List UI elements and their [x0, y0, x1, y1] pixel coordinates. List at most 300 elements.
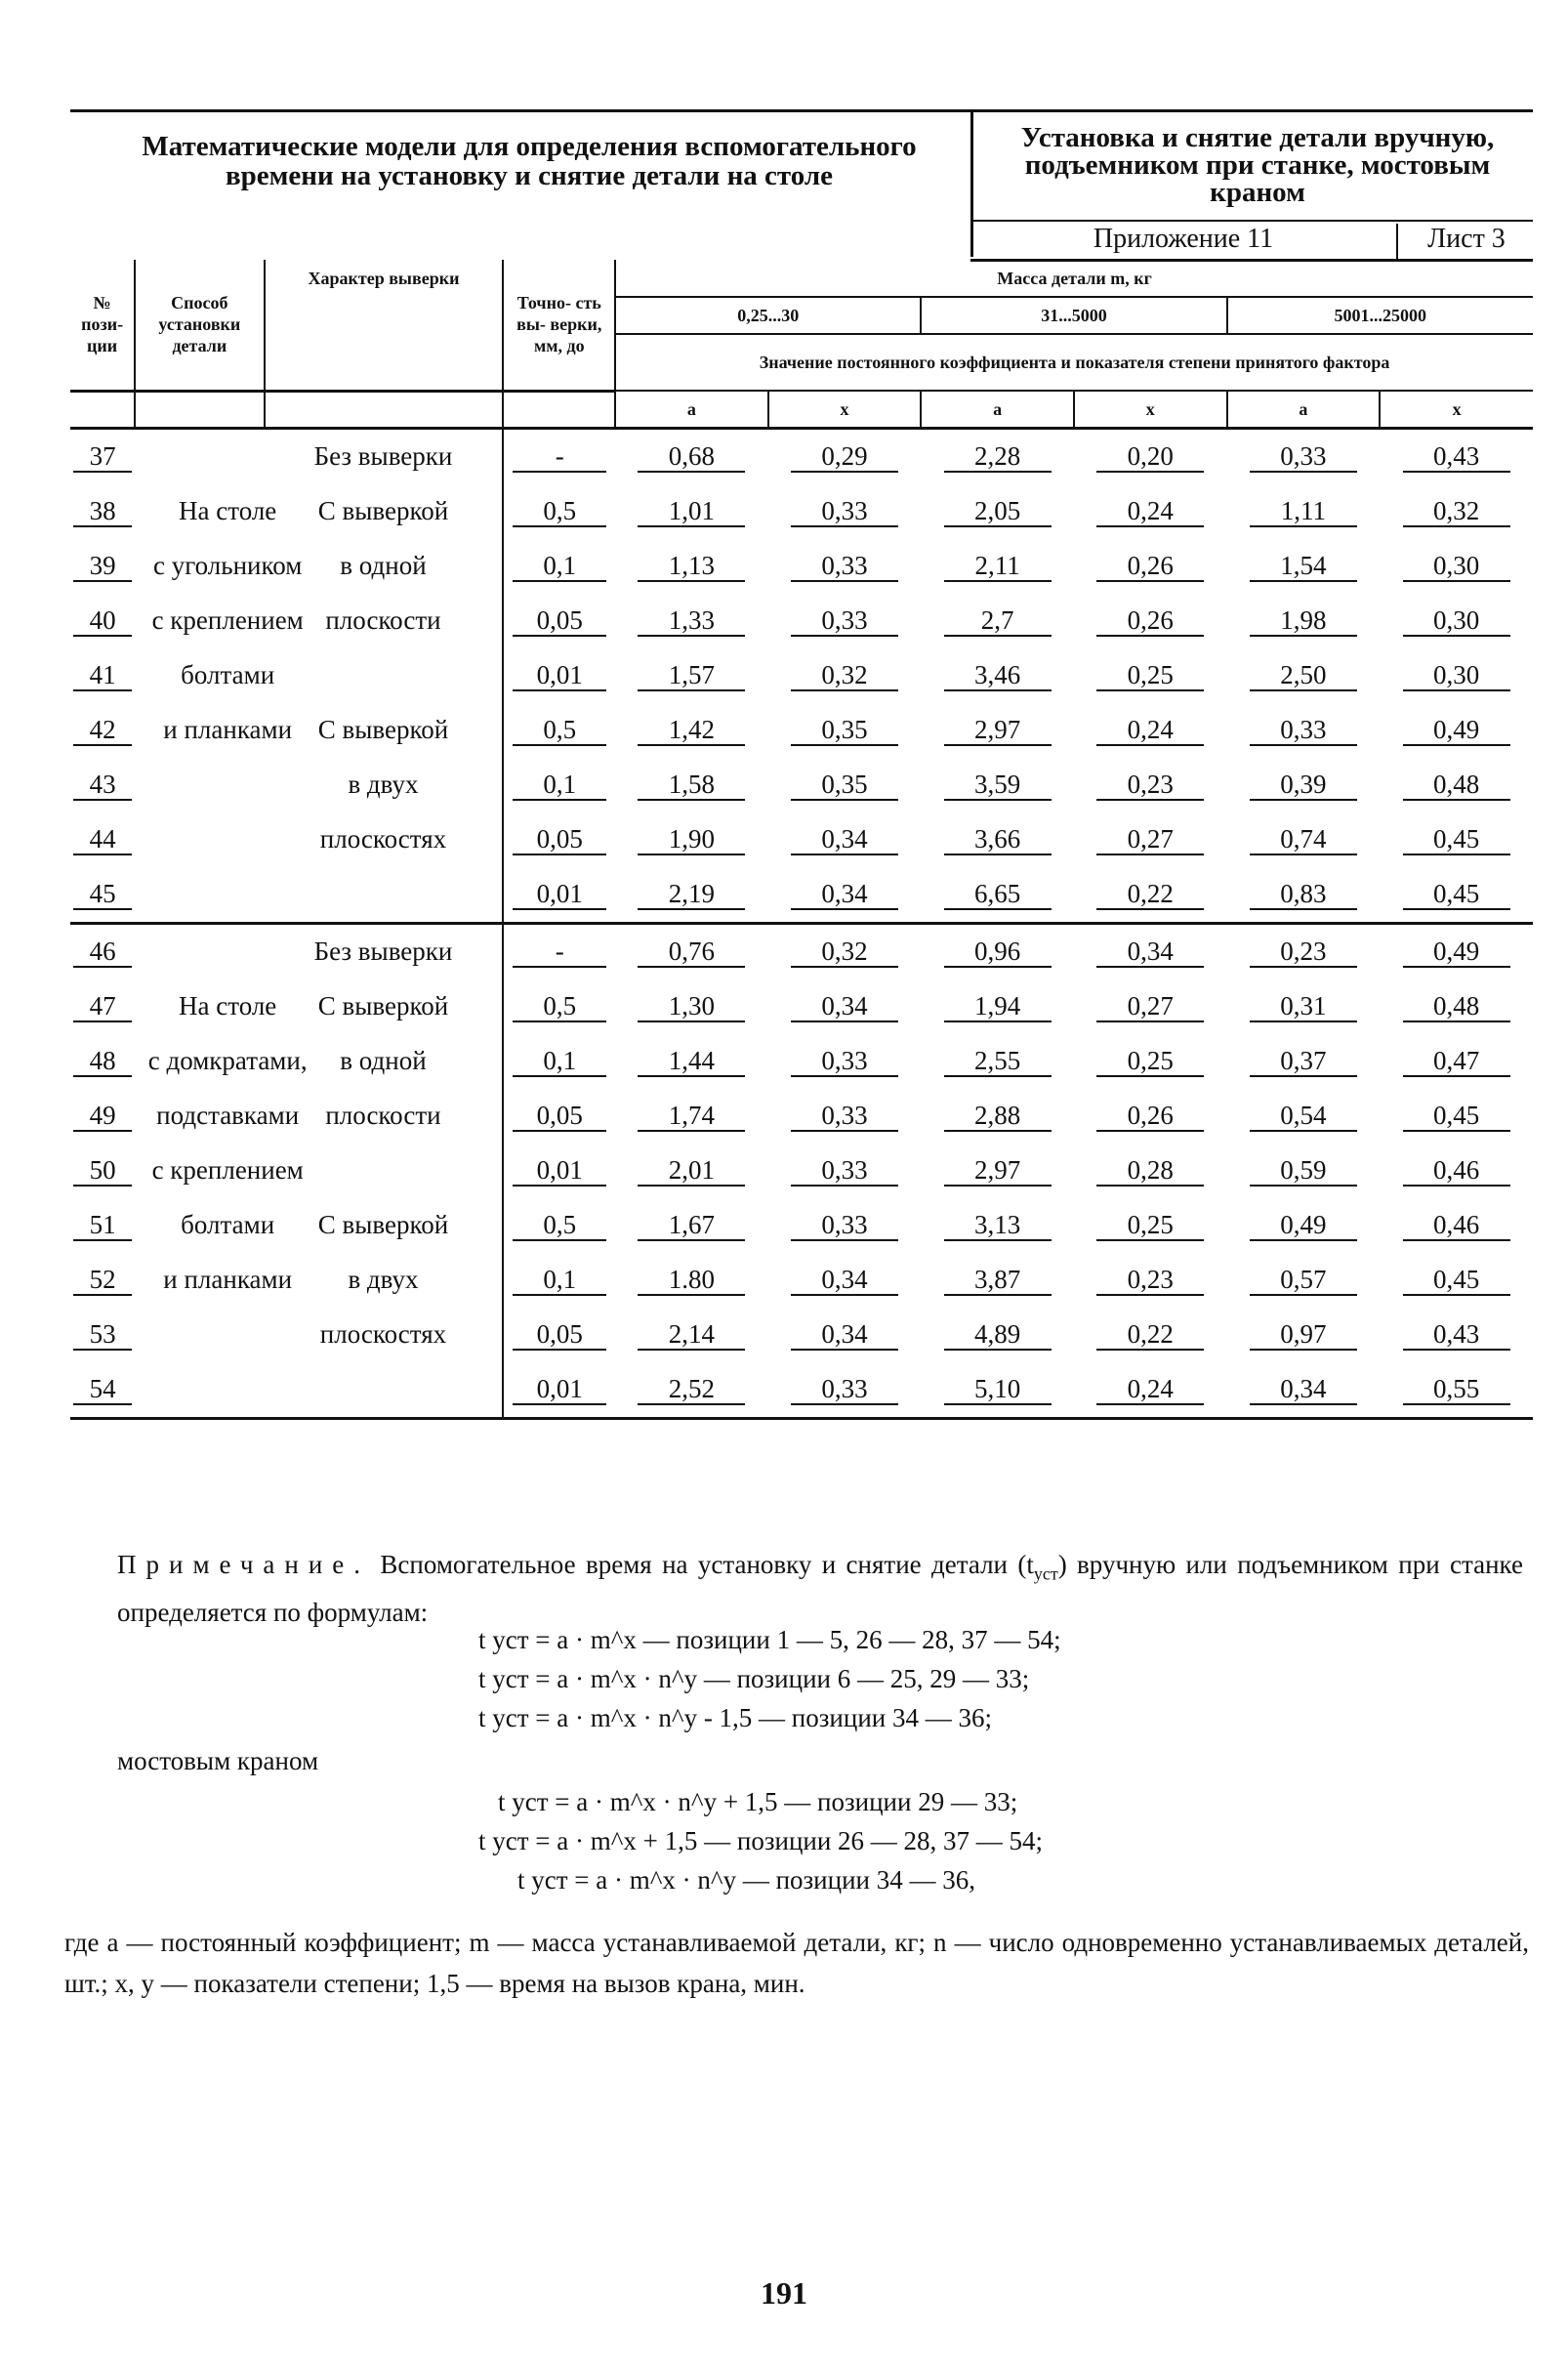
crane-formula-3: t уст = a · m^x · n^y — позиции 34 — 36,: [517, 1865, 975, 1895]
row-value: [921, 703, 1074, 758]
sub-a-2: a: [921, 391, 1074, 428]
row-value-text: 0,34: [1096, 937, 1204, 968]
row-value-text: 1,54: [1250, 551, 1357, 582]
row-alignment: [265, 428, 504, 484]
formula-3: t уст = a · m^x · n^y - 1,5 — позиции 34 — 36;: [478, 1703, 992, 1732]
row-value: [1074, 867, 1227, 924]
row-method: [135, 428, 264, 484]
row-value: [1074, 1308, 1227, 1362]
row-value: [1380, 703, 1533, 758]
row-value: [615, 867, 768, 924]
row-pos-text: 43: [73, 770, 132, 801]
row-value-text: 0,33: [791, 1210, 898, 1241]
col-pos-header: № пози- ции: [70, 260, 135, 391]
row-value-text: 0,55: [1403, 1374, 1510, 1405]
row-value: [1227, 428, 1381, 484]
row-accuracy-text: 0,1: [513, 1265, 606, 1296]
row-value-text: 0,34: [791, 824, 898, 855]
row-accuracy: [503, 428, 615, 484]
row-value-text: 0,54: [1250, 1101, 1357, 1132]
row-pos: [70, 1198, 135, 1253]
row-value: [1227, 484, 1381, 539]
row-value-text: 0,30: [1403, 605, 1510, 637]
sub-a-3: a: [1227, 391, 1381, 428]
row-accuracy: [503, 1253, 615, 1308]
row-pos: [70, 1362, 135, 1419]
row-value: [768, 648, 922, 703]
row-value: [1227, 923, 1381, 979]
row-accuracy: [503, 812, 615, 867]
row-value-text: 0,26: [1096, 551, 1204, 582]
row-value: [615, 979, 768, 1034]
table-row: [70, 484, 1533, 539]
row-value-text: 1,01: [638, 496, 745, 527]
row-value-text: 2,11: [944, 551, 1052, 582]
row-value-text: 0,45: [1403, 824, 1510, 855]
row-method: [135, 648, 275, 703]
row-value-text: 0,25: [1096, 1046, 1204, 1077]
row-alignment-text: в одной: [340, 551, 427, 580]
row-value: [1380, 923, 1533, 979]
row-value: [615, 539, 768, 594]
row-value: [768, 1198, 922, 1253]
row-value: [615, 428, 768, 484]
row-value-text: 0,68: [638, 441, 745, 473]
row-pos: [70, 1253, 135, 1308]
row-value-text: 0,33: [791, 605, 898, 637]
mass-header: Масса детали m, кг: [615, 260, 1533, 297]
row-pos-text: 45: [73, 879, 132, 910]
row-pos: [70, 923, 135, 979]
row-value-text: 0,59: [1250, 1155, 1357, 1187]
row-value-text: 0,33: [791, 1101, 898, 1132]
row-value: [1227, 648, 1381, 703]
row-value-text: 1,98: [1250, 605, 1357, 637]
row-value-text: 0,33: [791, 551, 898, 582]
row-value: [1380, 758, 1533, 812]
row-value: [1380, 812, 1533, 867]
row-value-text: 1,44: [638, 1046, 745, 1077]
row-pos: [70, 484, 135, 539]
row-method-text: и планками: [163, 1264, 293, 1294]
row-value: [615, 1308, 768, 1362]
row-method-text: с креплением: [151, 604, 304, 635]
row-value-text: 0,28: [1096, 1155, 1204, 1187]
row-value-text: 2,97: [944, 715, 1052, 746]
row-accuracy: [503, 1089, 615, 1144]
row-pos: [70, 1144, 135, 1198]
crane-formula-2: t уст = a · m^x + 1,5 — позиции 26 — 28, 37 — 54;: [478, 1826, 1044, 1855]
row-value-text: 5,10: [944, 1374, 1052, 1405]
row-accuracy-text: 0,05: [513, 1319, 606, 1351]
row-value-text: 2,50: [1250, 660, 1357, 691]
row-value: [1227, 1144, 1381, 1198]
row-value: [615, 594, 768, 648]
row-value: [921, 758, 1074, 812]
row-pos-text: 42: [73, 715, 132, 746]
header-left-title: Математические модели для определения вспомогательного времени на установку и снятие детали на столе: [142, 131, 917, 191]
row-accuracy-text: 0,5: [513, 1210, 606, 1241]
note-label: Примечание.: [117, 1550, 371, 1579]
row-value-text: 3,59: [944, 770, 1052, 801]
row-value-text: 4,89: [944, 1319, 1052, 1351]
row-alignment-text: Без выверки: [313, 937, 453, 966]
table-row: [70, 1034, 1533, 1089]
row-alignment: [265, 867, 504, 924]
row-value-text: 1,11: [1250, 496, 1357, 527]
row-alignment-text: С выверкой: [317, 991, 449, 1020]
row-value: [921, 484, 1074, 539]
row-value-text: 0,34: [791, 1319, 898, 1351]
row-value: [768, 594, 922, 648]
row-value: [615, 812, 768, 867]
row-pos-text: 52: [73, 1265, 132, 1296]
row-value-text: 0,37: [1250, 1046, 1357, 1077]
row-accuracy: [503, 867, 615, 924]
row-value-text: 2,05: [944, 496, 1052, 527]
row-accuracy: [503, 539, 615, 594]
row-value-text: 0,33: [1250, 715, 1357, 746]
row-value-text: 0,43: [1403, 441, 1510, 473]
row-alignment: [265, 1362, 504, 1419]
row-value: [1227, 1362, 1381, 1419]
note-text: Вспомогательное время на установку и снятие детали (t: [380, 1550, 1034, 1579]
row-accuracy-text: 0,01: [513, 660, 606, 691]
row-method: [135, 703, 293, 758]
row-value-text: 0,26: [1096, 605, 1204, 637]
row-value-text: 2,14: [638, 1319, 745, 1351]
row-pos-text: 41: [73, 660, 132, 691]
row-value: [1380, 1198, 1533, 1253]
row-value: [768, 1144, 922, 1198]
row-value: [921, 1034, 1074, 1089]
sub-acc-blank: [503, 391, 615, 428]
row-accuracy-text: 0,5: [513, 715, 606, 746]
row-alignment-text: С выверкой: [317, 496, 449, 525]
row-value: [921, 1253, 1074, 1308]
row-alignment: [265, 812, 504, 867]
row-value-text: 0,32: [1403, 496, 1510, 527]
row-method: [135, 1089, 300, 1144]
col-alignment-header: Характер выверки: [265, 260, 504, 391]
row-value-text: 0,24: [1096, 1374, 1204, 1405]
row-value-text: 0,33: [791, 1046, 898, 1077]
row-value: [768, 1089, 922, 1144]
row-accuracy-text: 0,5: [513, 496, 606, 527]
row-value-text: 0,31: [1250, 991, 1357, 1022]
row-pos-text: 38: [73, 496, 132, 527]
sub-x-3: x: [1380, 391, 1533, 428]
row-alignment-text: плоскости: [325, 1101, 441, 1130]
header-left: [70, 112, 973, 257]
row-value-text: 0,22: [1096, 879, 1204, 910]
row-pos: [70, 812, 135, 867]
row-value-text: 3,13: [944, 1210, 1052, 1241]
row-pos: [70, 758, 135, 812]
formula-1: t уст = a · m^x — позиции 1 — 5, 26 — 28, 37 — 54;: [478, 1625, 1061, 1654]
row-value-text: 1.80: [638, 1265, 745, 1296]
table-row: [70, 648, 1533, 703]
row-accuracy-text: 0,01: [513, 1374, 606, 1405]
row-alignment-text: в двух: [348, 770, 419, 799]
row-value-text: 0,49: [1403, 715, 1510, 746]
row-value-text: 0,29: [791, 441, 898, 473]
row-accuracy-text: 0,05: [513, 605, 606, 637]
row-pos: [70, 979, 135, 1034]
row-value-text: 1,33: [638, 605, 745, 637]
sub-a-1: a: [615, 391, 768, 428]
row-value-text: 2,88: [944, 1101, 1052, 1132]
row-alignment-text: плоскости: [325, 605, 441, 635]
row-value: [615, 1198, 768, 1253]
row-value: [1227, 979, 1381, 1034]
row-value: [615, 1089, 768, 1144]
row-alignment-text: С выверкой: [317, 715, 449, 744]
row-value-text: 1,58: [638, 770, 745, 801]
header-right-title: Установка и снятие детали вручную, подъемником при станке, мостовым краном: [1020, 122, 1495, 208]
range-1: 31...5000: [921, 297, 1226, 334]
row-accuracy: [503, 758, 615, 812]
row-method: [135, 1253, 293, 1308]
row-value-text: 0,39: [1250, 770, 1357, 801]
row-method-text: болтами: [181, 1209, 275, 1239]
row-value: [768, 1308, 922, 1362]
row-value: [768, 979, 922, 1034]
row-value: [1074, 1089, 1227, 1144]
row-pos-text: 50: [73, 1155, 132, 1187]
row-accuracy-text: 0,05: [513, 824, 606, 855]
note-text-end: ) вручную или подъемником при станке определяется по формулам:: [117, 1550, 1523, 1628]
coefficients-table: [70, 260, 1533, 1420]
row-value-text: 0,34: [791, 991, 898, 1022]
formula-2: t уст = a · m^x · n^y — позиции 6 — 25, 29 — 33;: [478, 1664, 1030, 1693]
crane-formula-1: t уст = a · m^x · n^y + 1,5 — позиции 29 — 33;: [498, 1787, 1018, 1816]
row-value-text: 1,30: [638, 991, 745, 1022]
row-value: [1380, 1362, 1533, 1419]
table-row: [70, 923, 1533, 979]
row-value: [768, 428, 922, 484]
sub-method-blank: [135, 391, 264, 428]
row-value: [768, 923, 922, 979]
row-value-text: 0,74: [1250, 824, 1357, 855]
row-value-text: 0,34: [791, 879, 898, 910]
row-value: [1227, 1089, 1381, 1144]
row-value-text: 1,42: [638, 715, 745, 746]
row-value-text: 0,97: [1250, 1319, 1357, 1351]
table-row: [70, 1089, 1533, 1144]
row-value-text: 0,30: [1403, 660, 1510, 691]
coef-header: Значение постоянного коэффициента и показателя степени принятого фактора: [615, 334, 1533, 391]
row-value-text: 3,87: [944, 1265, 1052, 1296]
row-value: [1227, 867, 1381, 924]
row-method: [135, 979, 277, 1034]
row-value: [1380, 648, 1533, 703]
row-value-text: 0,23: [1096, 770, 1204, 801]
row-value-text: 1,67: [638, 1210, 745, 1241]
row-value-text: 0,49: [1403, 937, 1510, 968]
table-row: [70, 1144, 1533, 1198]
row-method: [135, 1198, 275, 1253]
row-accuracy-text: -: [513, 441, 606, 473]
range-2: 5001...25000: [1227, 297, 1533, 334]
appendix-label: Приложение 11: [1093, 224, 1274, 254]
row-value: [921, 923, 1074, 979]
row-value-text: 1,57: [638, 660, 745, 691]
row-value-text: 0,43: [1403, 1319, 1510, 1351]
row-accuracy: [503, 923, 615, 979]
row-value-text: 0,20: [1096, 441, 1204, 473]
row-accuracy: [503, 1308, 615, 1362]
row-value: [1074, 1144, 1227, 1198]
row-value-text: 0,24: [1096, 496, 1204, 527]
sub-align-blank: [265, 391, 504, 428]
row-value-text: 6,65: [944, 879, 1052, 910]
row-value: [1074, 758, 1227, 812]
row-alignment: [265, 923, 504, 979]
row-accuracy-text: 0,1: [513, 1046, 606, 1077]
row-value: [1074, 1034, 1227, 1089]
row-method-text: с креплением: [151, 1154, 304, 1185]
row-value: [615, 1253, 768, 1308]
row-value: [1074, 484, 1227, 539]
row-method: [135, 539, 303, 594]
row-value: [1074, 648, 1227, 703]
row-pos: [70, 648, 135, 703]
sub-x-2: x: [1074, 391, 1227, 428]
row-accuracy: [503, 703, 615, 758]
row-pos-text: 44: [73, 824, 132, 855]
row-accuracy-text: -: [513, 937, 606, 968]
row-accuracy-text: 0,1: [513, 551, 606, 582]
row-accuracy: [503, 979, 615, 1034]
range-0: 0,25...30: [615, 297, 921, 334]
row-value-text: 0,33: [1250, 441, 1357, 473]
row-value-text: 0,49: [1250, 1210, 1357, 1241]
row-accuracy: [503, 1198, 615, 1253]
row-value-text: 0,35: [791, 770, 898, 801]
row-value-text: 0,32: [791, 660, 898, 691]
row-value: [768, 1034, 922, 1089]
row-value-text: 2,28: [944, 441, 1052, 473]
row-method: [135, 1308, 264, 1362]
row-method: [135, 1144, 304, 1198]
row-accuracy-text: 0,1: [513, 770, 606, 801]
col-method-header: Способ установки детали: [135, 260, 264, 391]
row-value: [1227, 1198, 1381, 1253]
row-value: [768, 703, 922, 758]
table-row: [70, 867, 1533, 924]
row-method-text: подставками: [156, 1100, 300, 1130]
table-row: [70, 812, 1533, 867]
row-value: [1227, 758, 1381, 812]
row-method: [135, 812, 264, 867]
row-value-text: 0,33: [791, 1155, 898, 1187]
row-value: [768, 812, 922, 867]
table-row: [70, 1253, 1533, 1308]
row-pos-text: 48: [73, 1046, 132, 1077]
row-value-text: 0,45: [1403, 1101, 1510, 1132]
row-pos-text: 53: [73, 1319, 132, 1351]
row-value: [615, 703, 768, 758]
row-value-text: 0,46: [1403, 1155, 1510, 1187]
table-header-block: [70, 109, 1533, 257]
row-accuracy-text: 0,01: [513, 879, 606, 910]
row-method: [135, 758, 264, 812]
row-pos: [70, 539, 135, 594]
row-method: [135, 594, 304, 648]
row-value: [1074, 539, 1227, 594]
row-value-text: 3,46: [944, 660, 1052, 691]
row-pos: [70, 867, 135, 924]
row-value: [921, 1144, 1074, 1198]
row-value: [1380, 1144, 1533, 1198]
row-pos-text: 39: [73, 551, 132, 582]
row-value: [615, 1144, 768, 1198]
row-value: [768, 539, 922, 594]
row-value-text: 0,45: [1403, 1265, 1510, 1296]
row-value: [615, 758, 768, 812]
row-value: [1227, 1253, 1381, 1308]
row-value-text: 0,25: [1096, 660, 1204, 691]
table-row: [70, 979, 1533, 1034]
row-method-text: На столе: [179, 990, 277, 1020]
row-method: [135, 867, 264, 924]
row-value: [768, 1253, 922, 1308]
row-alignment-text: плоскостях: [319, 824, 447, 854]
row-value-text: 0,27: [1096, 824, 1204, 855]
row-value: [768, 758, 922, 812]
row-value-text: 0,32: [791, 937, 898, 968]
row-pos-text: 49: [73, 1101, 132, 1132]
row-value-text: 0,33: [791, 1374, 898, 1405]
row-value-text: 0,27: [1096, 991, 1204, 1022]
row-pos-text: 40: [73, 605, 132, 637]
row-pos: [70, 428, 135, 484]
row-value: [1380, 1034, 1533, 1089]
appendix-row: [970, 220, 1533, 262]
row-value: [921, 648, 1074, 703]
col-accuracy-header: Точно- сть вы- верки, мм, до: [503, 260, 615, 391]
table-row: [70, 1198, 1533, 1253]
row-value-text: 0,48: [1403, 770, 1510, 801]
row-method: [135, 1362, 264, 1419]
row-value-text: 2,55: [944, 1046, 1052, 1077]
row-value-text: 0,26: [1096, 1101, 1204, 1132]
row-value: [1380, 979, 1533, 1034]
row-value-text: 0,35: [791, 715, 898, 746]
row-value-text: 0,57: [1250, 1265, 1357, 1296]
legend-text: где a — постоянный коэффициент; m — масса устанавливаемой детали, кг; n — число одновременно устанавливаемых деталей, шт.; x, y — показатели степени; 1,5 — время на вызов крана, мин.: [64, 1928, 1529, 1998]
table-row: [70, 758, 1533, 812]
row-alignment-text: в двух: [348, 1265, 419, 1294]
row-method: [135, 923, 264, 979]
row-value-text: 0,25: [1096, 1210, 1204, 1241]
row-value: [768, 484, 922, 539]
row-accuracy: [503, 1034, 615, 1089]
row-method-text: с домкратами,: [147, 1045, 308, 1075]
row-value: [1227, 594, 1381, 648]
row-value: [1380, 484, 1533, 539]
row-value-text: 0,24: [1096, 715, 1204, 746]
row-value: [921, 867, 1074, 924]
row-value: [1380, 1308, 1533, 1362]
row-pos-text: 51: [73, 1210, 132, 1241]
table-row: [70, 1308, 1533, 1362]
table-body: [70, 428, 1533, 1418]
row-value: [615, 923, 768, 979]
row-accuracy: [503, 594, 615, 648]
page-number: 191: [761, 2275, 807, 2311]
